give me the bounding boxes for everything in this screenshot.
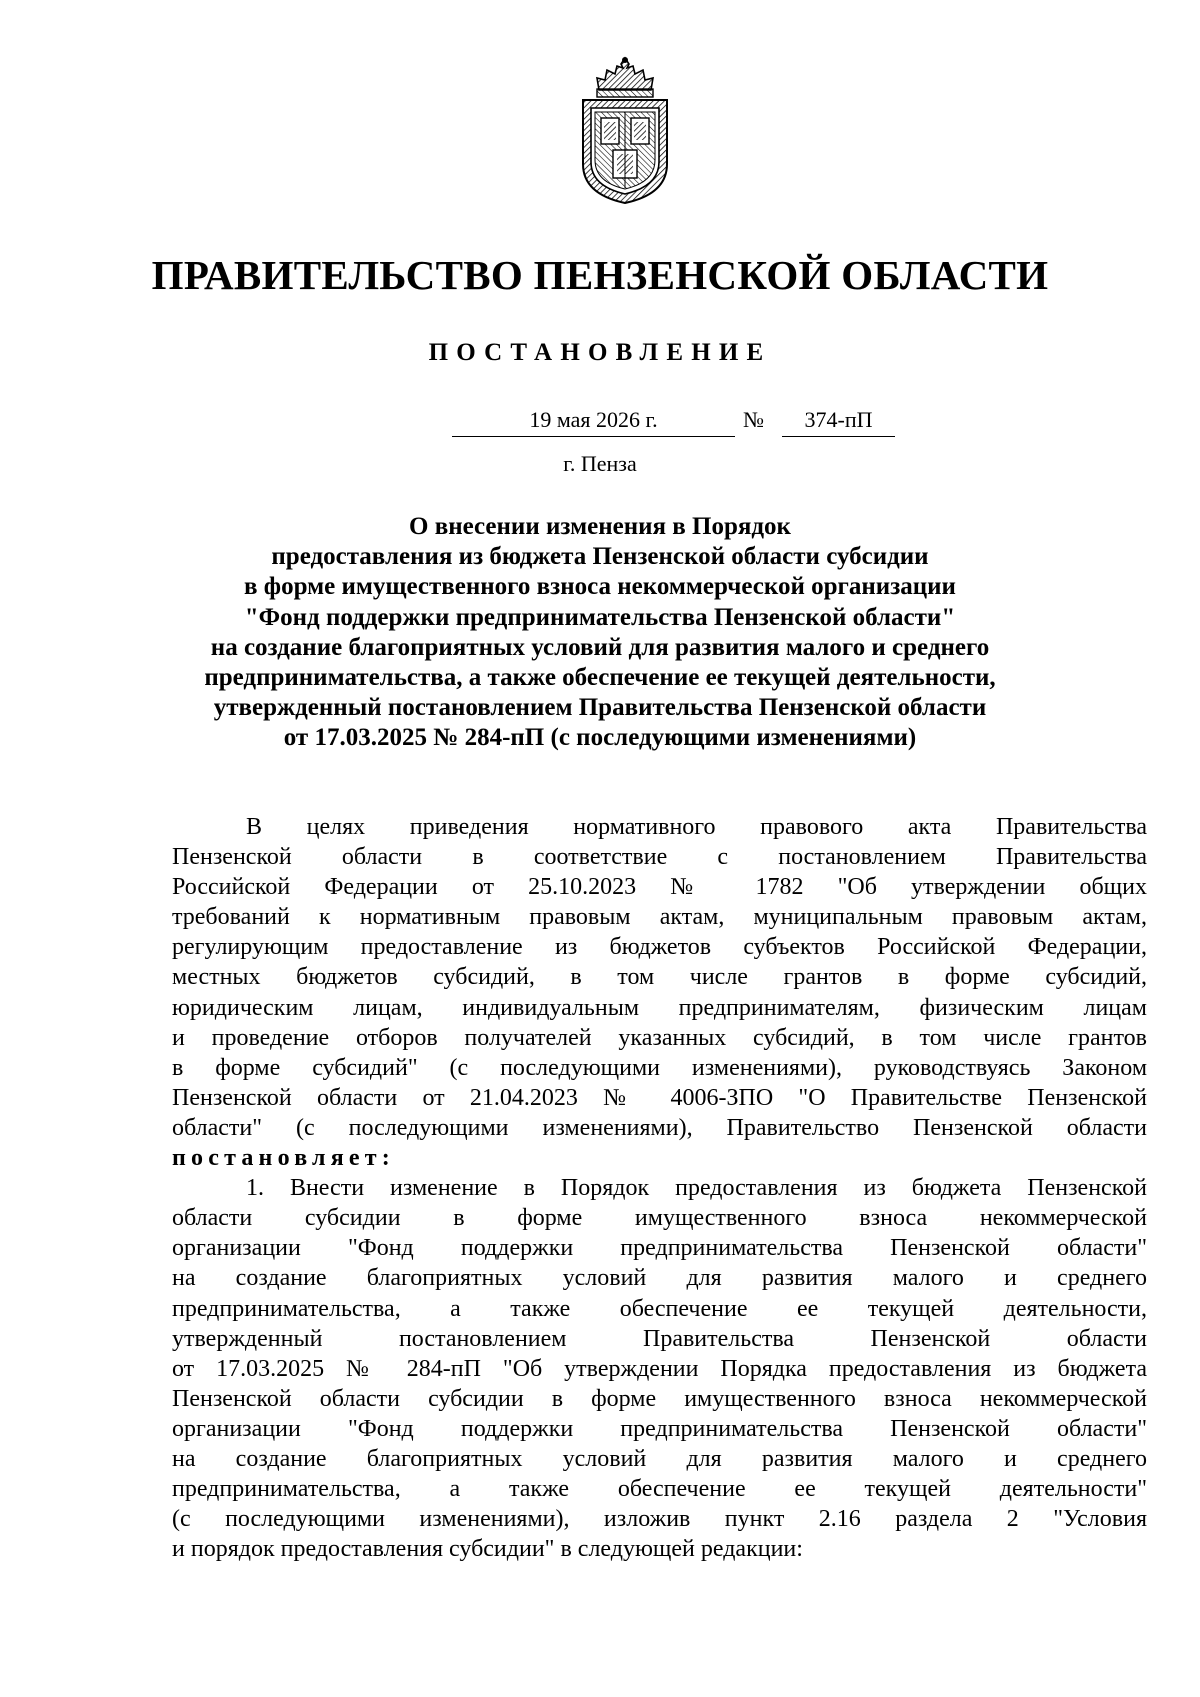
body-line: области" (с последующими изменениями), Правительство Пензенской области bbox=[172, 1114, 1147, 1141]
subject-line: "Фонд поддержки предпринимательства Пензенской области" bbox=[244, 603, 956, 631]
subject-line: О внесении изменения в Порядок bbox=[409, 513, 791, 540]
number-sign: № bbox=[743, 407, 764, 432]
body-line: Российской Федерации от 25.10.2023 № 1782 "Об утверждении общих bbox=[172, 874, 1147, 901]
body-line: предпринимательства, а также обеспечение ее текущей деятельности, bbox=[172, 1295, 1147, 1322]
body-line: Пензенской области субсидии в форме имущественного взноса некоммерческой bbox=[172, 1385, 1147, 1412]
document-type-heading: ПОСТАНОВЛЕНИЕ bbox=[428, 339, 772, 366]
government-title: ПРАВИТЕЛЬСТВО ПЕНЗЕНСКОЙ ОБЛАСТИ bbox=[151, 252, 1049, 298]
subject-line: на создание благоприятных условий для развития малого и среднего bbox=[210, 633, 990, 661]
resolve-colon: : bbox=[381, 1145, 390, 1172]
body-line: от 17.03.2025 № 284-пП "Об утверждении Порядка предоставления из бюджета bbox=[172, 1355, 1147, 1382]
body-line: на создание благоприятных условий для развития малого и среднего bbox=[172, 1265, 1147, 1292]
body-line: организации "Фонд поддержки предпринимательства Пензенской области" bbox=[172, 1415, 1147, 1442]
body-line: и проведение отборов получателей указанных субсидий, в том числе грантов bbox=[172, 1024, 1147, 1051]
coat-of-arms-icon bbox=[573, 56, 677, 206]
resolve-line bbox=[172, 1143, 1147, 1173]
body-line: предпринимательства, а также обеспечение ее текущей деятельности" bbox=[172, 1476, 1147, 1503]
body-line: в форме субсидий" (с последующими изменениями), руководствуясь Законом bbox=[172, 1054, 1147, 1081]
body-line: Пензенской области в соответствие с постановлением Правительства bbox=[172, 844, 1147, 871]
body-line: и порядок предоставления субсидии" в следующей редакции: bbox=[172, 1536, 803, 1563]
body-line: требований к нормативным правовым актам, муниципальным правовым актам, bbox=[172, 904, 1147, 931]
subject-line: предпринимательства, а также обеспечение ее текущей деятельности, bbox=[204, 664, 996, 692]
body-line: юридическим лицам, индивидуальным предпринимателям, физическим лицам bbox=[172, 994, 1147, 1021]
document-subject bbox=[0, 512, 1200, 754]
subject-line: в форме имущественного взноса некоммерческой организации bbox=[244, 573, 956, 601]
preamble-paragraph bbox=[172, 812, 1147, 1173]
body-line: 1. Внести изменение в Порядок предоставления из бюджета Пензенской bbox=[246, 1175, 1147, 1202]
body-line: области субсидии в форме имущественного взноса некоммерческой bbox=[172, 1205, 1147, 1232]
document-city: г. Пенза bbox=[563, 451, 637, 476]
document-number: 374-пП bbox=[782, 406, 895, 437]
body-line: Пензенской области от 21.04.2023 № 4006-ЗПО "О Правительстве Пензенской bbox=[172, 1084, 1147, 1111]
body-line: утвержденный постановлением Правительства Пензенской области bbox=[172, 1325, 1147, 1352]
body-line: на создание благоприятных условий для развития малого и среднего bbox=[172, 1445, 1147, 1472]
body-line: В целях приведения нормативного правового акта Правительства bbox=[246, 814, 1147, 840]
document-date: 19 мая 2026 г. bbox=[452, 406, 735, 437]
subject-line: от 17.03.2025 № 284-пП (с последующими изменениями) bbox=[283, 724, 917, 752]
resolve-word: постановляет bbox=[172, 1145, 382, 1172]
subject-line: предоставления из бюджета Пензенской области субсидии bbox=[271, 543, 929, 571]
subject-line: утвержденный постановлением Правительства Пензенской области bbox=[213, 694, 987, 722]
body-line: местных бюджетов субсидий, в том числе грантов в форме субсидий, bbox=[172, 964, 1147, 991]
body-line: организации "Фонд поддержки предпринимательства Пензенской области" bbox=[172, 1235, 1147, 1262]
body-line: (с последующими изменениями), изложив пункт 2.16 раздела 2 "Условия bbox=[172, 1506, 1147, 1533]
body-line: регулирующим предоставление из бюджетов субъектов Российской Федерации, bbox=[172, 934, 1147, 961]
document-body bbox=[172, 812, 1147, 1564]
item-1-paragraph bbox=[172, 1173, 1147, 1564]
